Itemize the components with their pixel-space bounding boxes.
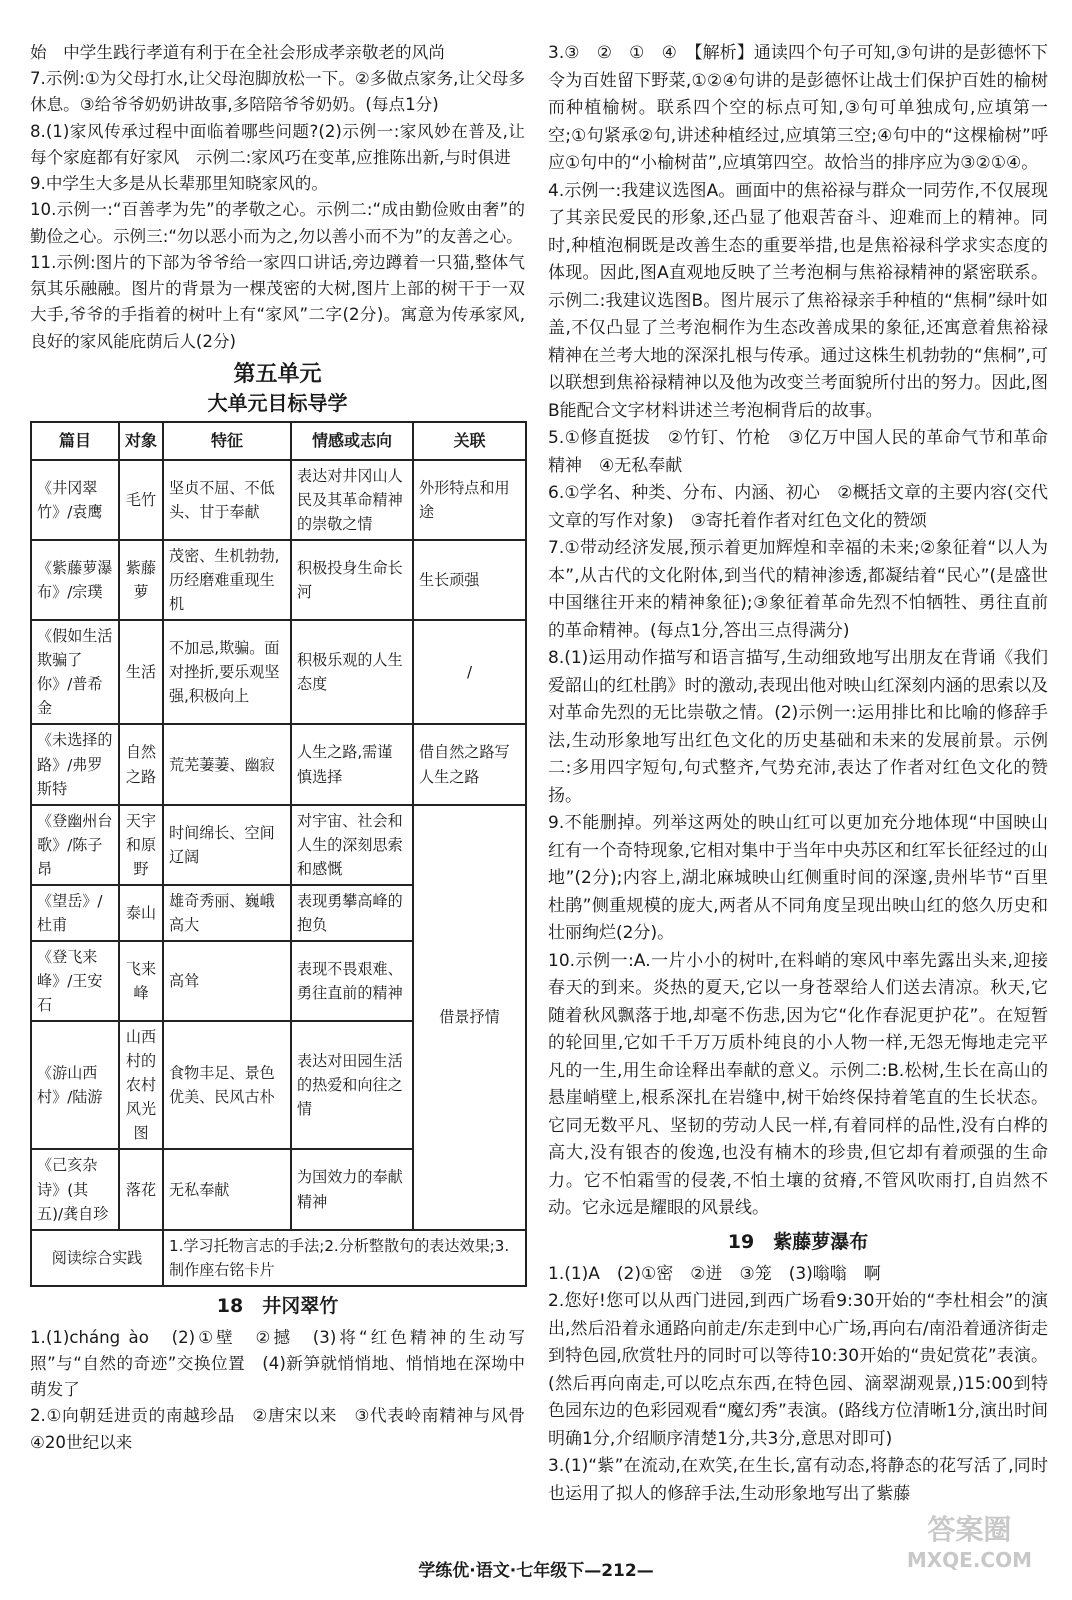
- answer-paragraph: 2.您好!您可以从西门进园,到西广场看9:30开始的“李杜相会”的演出,然后沿着永通路向前走/东走到中心广场,再向右/南沿着通济街走到特色园,欣赏牡丹的同时可以等待10:30开始的“贵妃赏花”表演。(然后再向南走,可以吃点东西,在特色园、滴翠湖观景,)15:00到特色园东边的色彩园观看“魔幻秀”表演。(路线方位清晰1分,演出时间明确1分,介绍顺序清楚1分,共3分,意思对即可): [548, 1291, 1048, 1449]
- answer-paragraph: 10.示例一:A.一片小小的树叶,在料峭的寒风中率先露出头来,迎接春天的到来。炎热的夏天,它以一身苍翠给人们送去清凉。秋天,它随着秋风飘落于地,却毫不伤悲,因为它“化作春泥更护花”。在短暂的轮回里,它如千千万万质朴纯良的小人物一样,无怨无悔地走完平凡的一生,用生命诠释出奉献的意义。示例二:B.松树,生长在高山的悬崖峭壁上,根系深扎在岩缝中,树干始终保持着笔直的生长状态。它同无数平凡、坚韧的劳动人民一样,有着同样的品性,没有白桦的高大,没有银杏的俊逸,也没有楠木的珍贵,但它却有着顽强的生命力。它不怕霜雪的侵袭,不怕土壤的贫瘠,不管风吹雨打,自岿然不动。它永远是耀眼的风景线。: [548, 950, 1048, 1218]
- relation-cell: 外形特点和用途: [413, 460, 526, 540]
- table-row: [31, 805, 526, 885]
- emotion-cell: 表达对井冈山人民及其革命精神的崇敬之情: [291, 460, 413, 540]
- answer-paragraph: 8.(1)运用动作描写和语言描写,生动细致地写出朋友在背诵《我们爱韶山的红杜鹃》时的激动,表现出他对映山红深刻内涵的思索以及对革命先烈的无比崇敬之情。(2)示例一:运用排比和比喻的修辞手法,生动形象地写出红色文化的历史基础和未来的发展前景。示例二:多用四字短句,句式整齐,气势充沛,表达了作者对红色文化的赞扬。: [548, 648, 1048, 806]
- answer-paragraph: 8.(1)家风传承过程中面临着哪些问题?(2)示例一:家风妙在普及,让每个家庭都有好家风 示例二:家风巧在变革,应推陈出新,与时俱进: [30, 121, 525, 167]
- object-cell: 自然之路: [119, 724, 163, 804]
- table-header-cell: 对象: [119, 422, 163, 460]
- feature-cell: 时间绵长、空间辽阔: [163, 805, 291, 885]
- left-answers-bottom: [30, 1325, 542, 1456]
- feature-cell: 高耸: [163, 941, 291, 1021]
- answer-paragraph: 3.(1)“紫”在流动,在欢笑,在生长,富有动态,将静态的花写活了,同时也运用了拟人的修辞手法,生动形象地写出了紫藤: [548, 1456, 1048, 1504]
- left-answers-top: [30, 40, 525, 355]
- emotion-cell: 为国效力的奉献精神: [291, 1149, 413, 1229]
- unit-guide-table: [30, 421, 527, 1287]
- work-title-cell: 《未选择的路》/弗罗斯特: [31, 724, 119, 804]
- answer-paragraph: 1.(1)A (2)①密 ②迸 ③笼 (3)嗡嗡 啊: [548, 1263, 881, 1284]
- table-row: [31, 620, 526, 724]
- emotion-cell: 积极投身生命长河: [291, 540, 413, 620]
- feature-cell: 荒芜萋萋、幽寂: [163, 724, 291, 804]
- emotion-cell: 积极乐观的人生态度: [291, 620, 413, 724]
- right-answers-top: [548, 40, 1048, 1223]
- work-title-cell: 《登幽州台歌》/陈子昂: [31, 805, 119, 885]
- object-cell: 天宇和原野: [119, 805, 163, 885]
- work-title-cell: 《紫藤萝瀑布》/宗璞: [31, 540, 119, 620]
- table-header-cell: 情感或志向: [291, 422, 413, 460]
- page-footer: 学练优·语文·七年级下—212—: [418, 1561, 654, 1581]
- table-header-cell: 篇目: [31, 422, 119, 460]
- answer-paragraph: 4.示例一:我建议选图A。画面中的焦裕禄与群众一同劳作,不仅展现了其亲民爱民的形象,还凸显了他艰苦奋斗、迎难而上的精神。同时,种植泡桐既是改善生态的重要举措,也是焦裕禄科学求实态度的体现。因此,图A直观地反映了兰考泡桐与焦裕禄精神的紧密联系。示例二:我建议选图B。图片展示了焦裕禄亲手种植的“焦桐”绿叶如盖,不仅凸显了兰考泡桐作为生态改善成果的象征,还寓意着焦裕禄精神在兰考大地的深深扎根与传承。通过这株生机勃勃的“焦桐”,可以联想到焦裕禄精神以及他为改变兰考面貌所付出的努力。因此,图B能配合文字材料讲述兰考泡桐背后的故事。: [548, 180, 1048, 421]
- answer-paragraph: 11.示例:图片的下部为爷爷给一家四口讲话,旁边蹲着一只猫,整体气氛其乐融融。图片的背景为一棵茂密的大树,图片上部的树干于一双大手,爷爷的手指着的树叶上有“家风”二字(2分)。寓意为传承家风,良好的家风能庇荫后人(2分): [30, 252, 525, 351]
- practice-label-cell: 阅读综合实践: [31, 1230, 163, 1286]
- lesson-19-title: 19 紫藤萝瀑布: [727, 1230, 869, 1253]
- object-cell: 毛竹: [119, 460, 163, 540]
- emotion-cell: 人生之路,需谨慎选择: [291, 724, 413, 804]
- emotion-cell: 表现不畏艰难、勇往直前的精神: [291, 941, 413, 1021]
- emotion-cell: 表现勇攀高峰的抱负: [291, 885, 413, 941]
- table-header-cell: 特征: [163, 422, 291, 460]
- unit-subtitle: 大单元目标导学: [207, 390, 348, 415]
- table-row: [31, 460, 526, 540]
- answer-paragraph: 3.③ ② ① ④ 【解析】通读四个句子可知,③句讲的是彭德怀下令为百姓留下野菜,①②④句讲的是彭德怀让战士们保护百姓的榆树而种植榆树。联系四个空的标点可知,③句可单独成句,应填第一空;①句紧承②句,讲述种植经过,应填第三空;④句中的“这棵榆树”呼应①句中的“小榆树苗”,应填第四空。故恰当的排序应为③②①④。: [548, 43, 1048, 173]
- object-cell: 山西村的农村风光图: [119, 1021, 163, 1149]
- object-cell: 生活: [119, 620, 163, 724]
- table-row: [31, 724, 526, 804]
- answer-paragraph: 2.①向朝廷进贡的南越珍品 ②唐宋以来 ③代表岭南精神与风骨 ④20世纪以来: [30, 1406, 542, 1452]
- emotion-cell: 表达对田园生活的热爱和向往之情: [291, 1021, 413, 1149]
- work-title-cell: 《望岳》/杜甫: [31, 885, 119, 941]
- watermark-bottom-text: MXQE.COM: [906, 1548, 1032, 1572]
- table-header-cell: 关联: [413, 422, 526, 460]
- relation-cell: 生长顽强: [413, 540, 526, 620]
- object-cell: 紫藤萝: [119, 540, 163, 620]
- watermark-logo: [907, 1515, 1032, 1575]
- work-title-cell: 《登飞来峰》/王安石: [31, 941, 119, 1021]
- table-body: [31, 460, 526, 1286]
- answer-paragraph: 6.①学名、种类、分布、内涵、初心 ②概括文章的主要内容(交代文章的写作对象) ③寄托着作者对红色文化的赞颂: [548, 483, 1048, 531]
- left-column: [30, 40, 542, 1456]
- table-row: [31, 540, 526, 620]
- relation-merged-cell: 借景抒情: [413, 805, 526, 1230]
- object-cell: 泰山: [119, 885, 163, 941]
- answer-paragraph: 9.中学生大多是从长辈那里知晓家风的。: [30, 174, 328, 194]
- feature-cell: 雄奇秀丽、巍峨高大: [163, 885, 291, 941]
- feature-cell: 茂密、生机勃勃,历经磨难重现生机: [163, 540, 291, 620]
- work-title-cell: 《假如生活欺骗了你》/普希金: [31, 620, 119, 724]
- emotion-cell: 对宇宙、社会和人生的深刻思索和感慨: [291, 805, 413, 885]
- feature-cell: 不加忌,欺骗。面对挫折,要乐观坚强,积极向上: [163, 620, 291, 724]
- object-cell: 飞来峰: [119, 941, 163, 1021]
- work-title-cell: 《井冈翠竹》/袁鹰: [31, 460, 119, 540]
- feature-cell: 坚贞不屈、不低头、甘于奉献: [163, 460, 291, 540]
- feature-cell: 无私奉献: [163, 1149, 291, 1229]
- answer-paragraph: 10.示例一:“百善孝为先”的孝敬之心。示例二:“成由勤俭败由奢”的勤俭之心。示例三:“勿以恶小而为之,勿以善小而不为”的友善之心。: [30, 200, 525, 246]
- watermark-top-text: 答案圈: [927, 1513, 1012, 1546]
- answer-paragraph: 9.不能删掉。列举这两处的映山红可以更加充分地体现“中国映山红有一个奇特现象,它相对集中于当年中央苏区和红军长征经过的山地”(2分);内容上,湖北麻城映山红侧重时间的深邃,贵州毕节“百里杜鹃”侧重规模的庞大,两者从不同角度呈现出映山红的悠久历史和壮丽绚烂(2分)。: [548, 813, 1048, 943]
- feature-cell: 食物丰足、景色优美、民风古朴: [163, 1021, 291, 1149]
- relation-cell: 借自然之路写人生之路: [413, 724, 526, 804]
- answer-paragraph: 1.(1)cháng ào (2)①壁 ②撼 (3)将“红色精神的生动写照”与“自然的奇迹”交换位置 (4)新笋就悄悄地、悄悄地在深坳中萌发了: [30, 1327, 525, 1400]
- relation-cell: /: [413, 620, 526, 724]
- lesson-18-title: 18 井冈翠竹: [216, 1294, 339, 1317]
- unit-title: 第五单元: [233, 360, 322, 387]
- answer-paragraph: 始 中学生践行孝道有利于在全社会形成孝亲敬老的风尚: [30, 43, 445, 62]
- right-answers-bottom: [548, 1261, 1048, 1509]
- object-cell: 落花: [119, 1149, 163, 1229]
- table-row-practice: [31, 1230, 526, 1286]
- work-title-cell: 《己亥杂诗》(其五)/龚自珍: [31, 1149, 119, 1229]
- right-column: [548, 40, 1048, 1508]
- answer-paragraph: 7.示例:①为父母打水,让父母泡脚放松一下。②多做点家务,让父母多休息。③给爷爷奶奶讲故事,多陪陪爷爷奶奶。(每点1分): [30, 69, 525, 115]
- answer-paragraph: 5.①修直挺拔 ②竹钉、竹枪 ③亿万中国人民的革命气节和革命精神 ④无私奉献: [548, 428, 1048, 476]
- work-title-cell: 《游山西村》/陆游: [31, 1021, 119, 1149]
- table-header-row: [31, 422, 526, 460]
- answer-paragraph: 7.①带动经济发展,预示着更加辉煌和幸福的未来;②象征着“以人为本”,从古代的文化附体,到当代的精神渗透,都凝结着“民心”(是盛世中国继往开来的精神象征);③象征着革命先烈不怕牺牲、勇往直前的革命精神。(每点1分,答出三点得满分): [548, 538, 1048, 641]
- practice-content-cell: 1.学习托物言志的手法;2.分析整散句的表达效果;3.制作座右铭卡片: [163, 1230, 526, 1286]
